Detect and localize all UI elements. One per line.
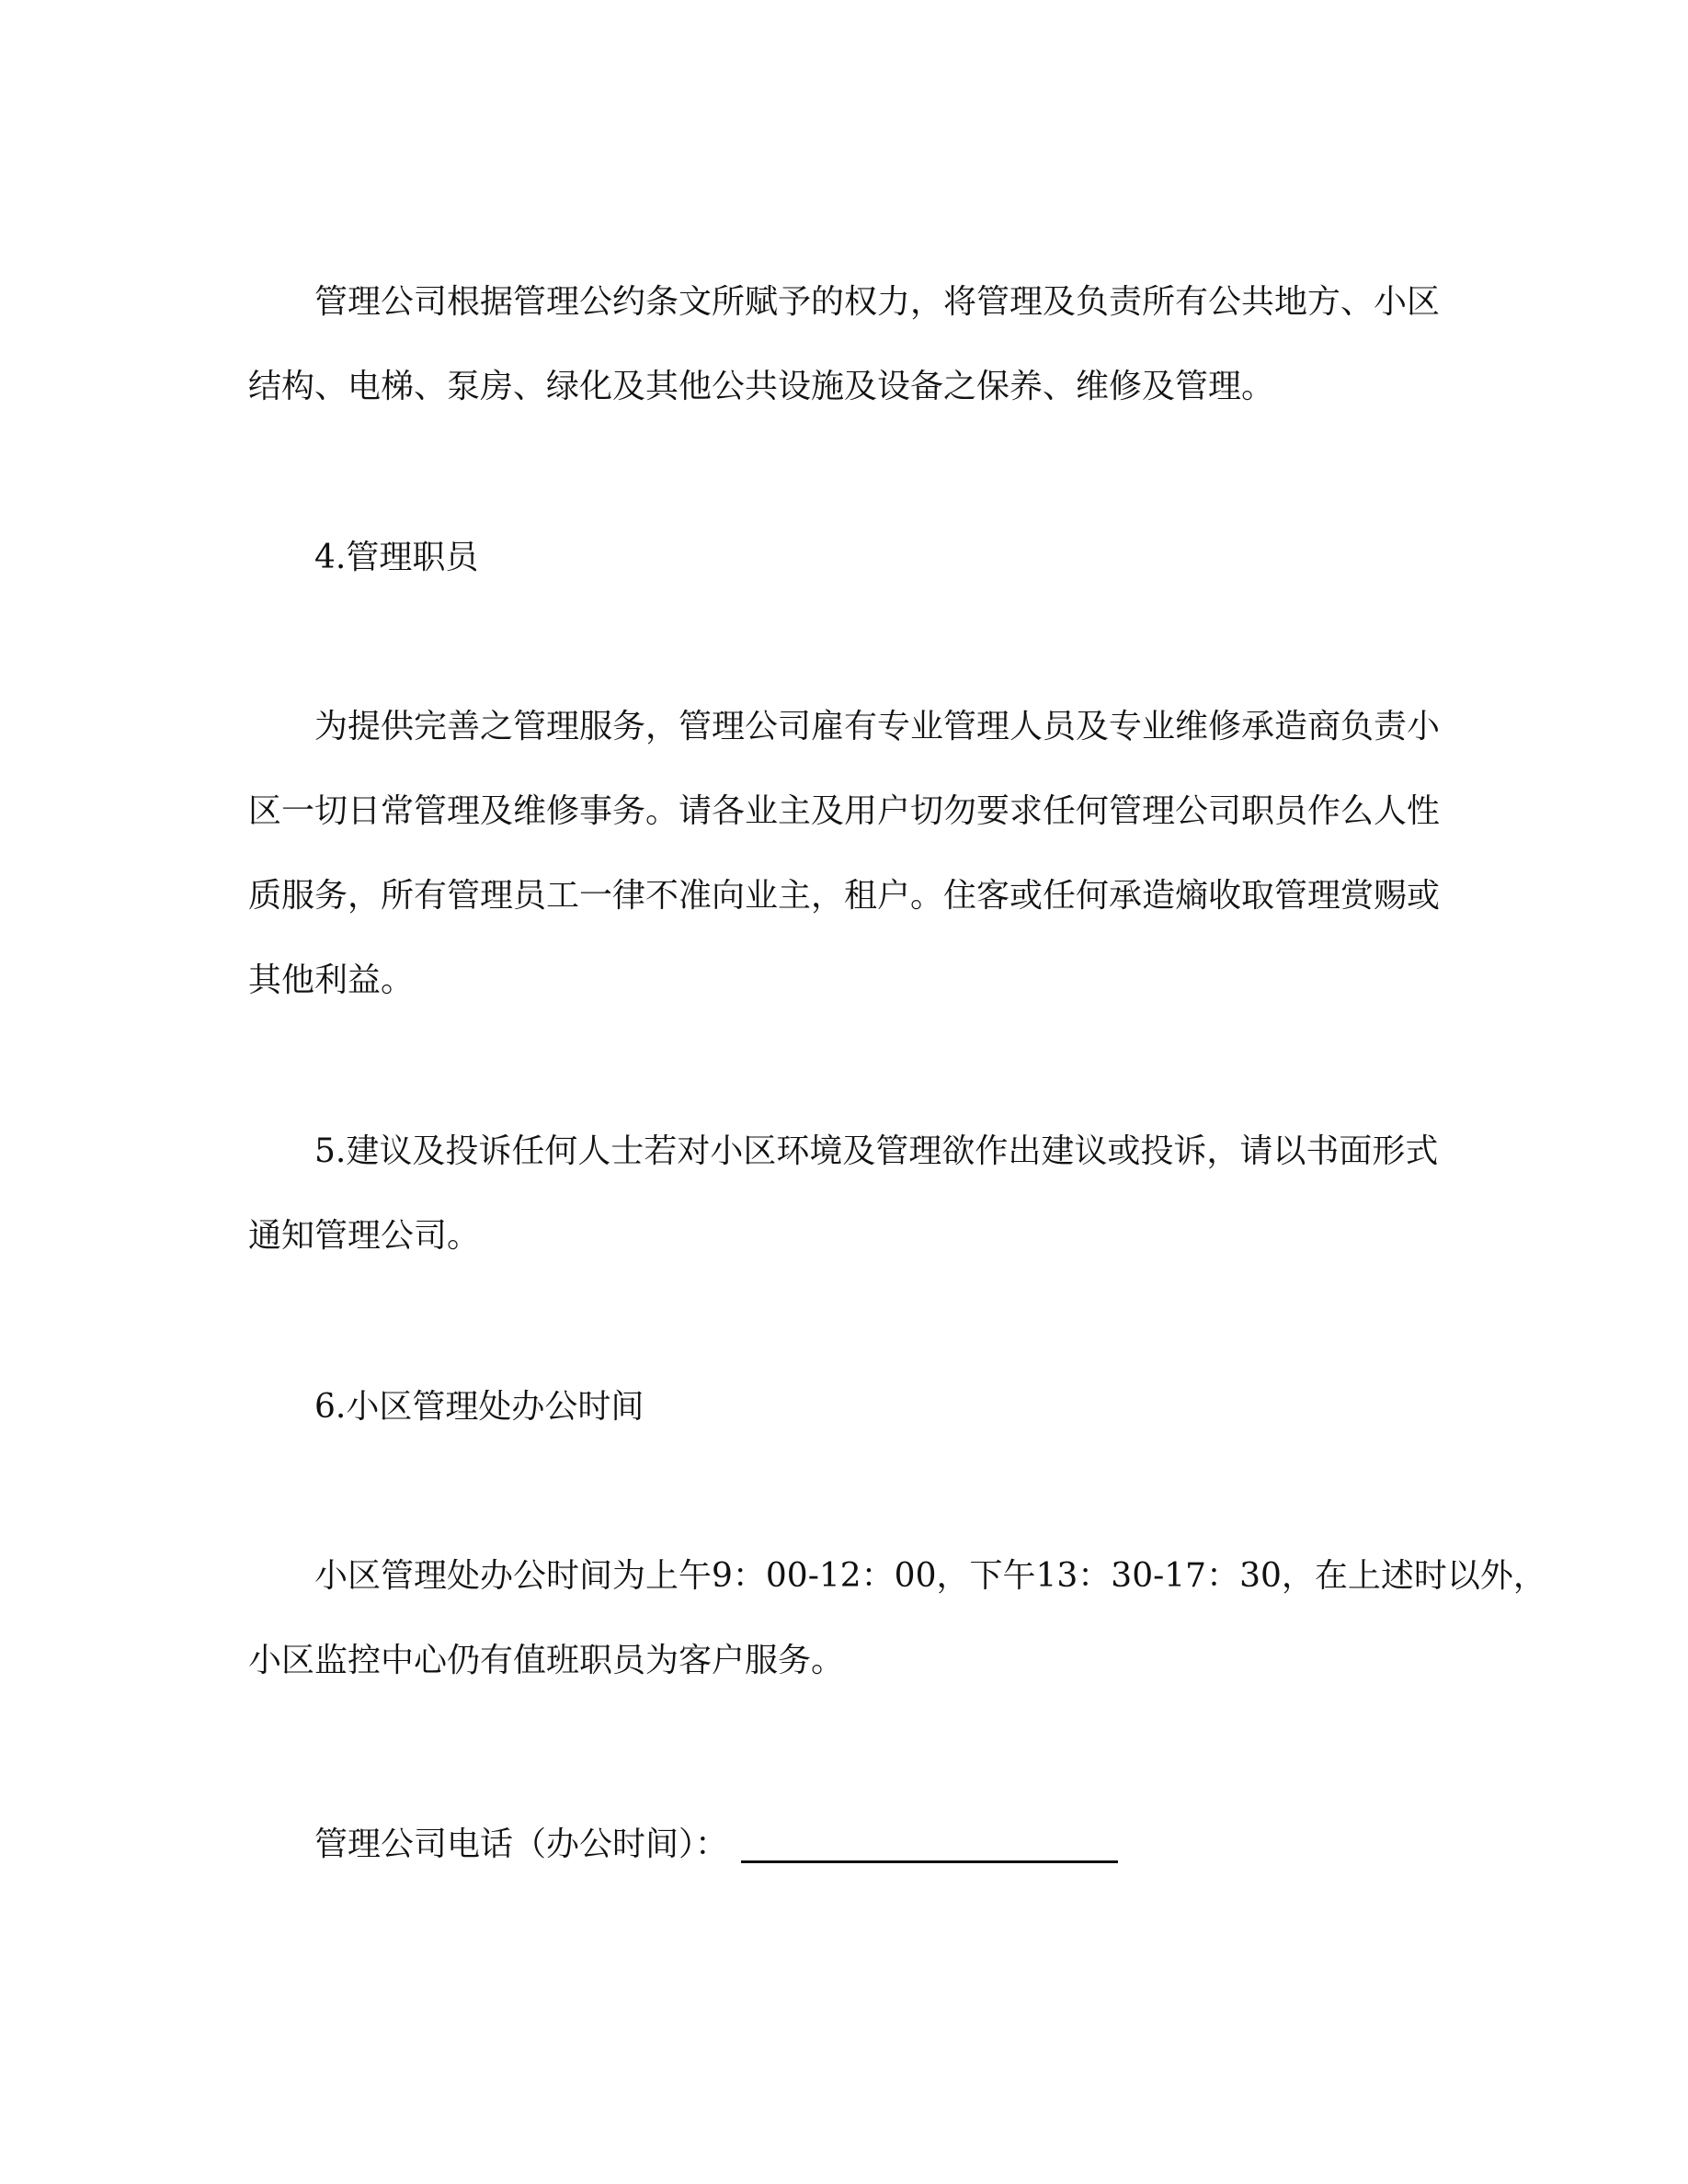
- section-4-line-3: 质服务，所有管理员工一律不准向业主，租户。住客或任何承造熵收取管理赏赐或: [248, 877, 1441, 915]
- section-6-heading: 6.小区管理处办公时间: [314, 1388, 644, 1426]
- section-5-line-2: 通知管理公司。: [248, 1217, 481, 1255]
- section-4-line-4: 其他利益。: [248, 961, 415, 999]
- section-4-line-2: 区一切日常管理及维修事务。请各业主及用户切勿要求任何管理公司职员作么人性: [248, 792, 1441, 830]
- section-5-line-1: 5.建议及投诉任何人士若对小区环境及管理欲作出建议或投诉，请以书面形式: [314, 1132, 1439, 1170]
- section-6-line-2: 小区监控中心仍有值班职员为客户服务。: [248, 1642, 845, 1679]
- section-6-line-1: 小区管理处办公时间为上午9：00-12：00，下午13：30-17：30，在上述时以外，: [314, 1557, 1546, 1595]
- paragraph-authority-line-2: 结构、电梯、泵房、绿化及其他公共设施及设备之保养、维修及管理。: [248, 368, 1275, 405]
- phone-label: 管理公司电话（办公时间）：: [314, 1826, 729, 1863]
- section-4-line-1: 为提供完善之管理服务，管理公司雇有专业管理人员及专业维修承造商负责小: [314, 708, 1441, 745]
- phone-blank-underline: [741, 1860, 1118, 1863]
- paragraph-authority-line-1: 管理公司根据管理公约条文所赋予的权力，将管理及负责所有公共地方、小区: [314, 283, 1441, 321]
- section-4-heading: 4.管理职员: [314, 539, 479, 576]
